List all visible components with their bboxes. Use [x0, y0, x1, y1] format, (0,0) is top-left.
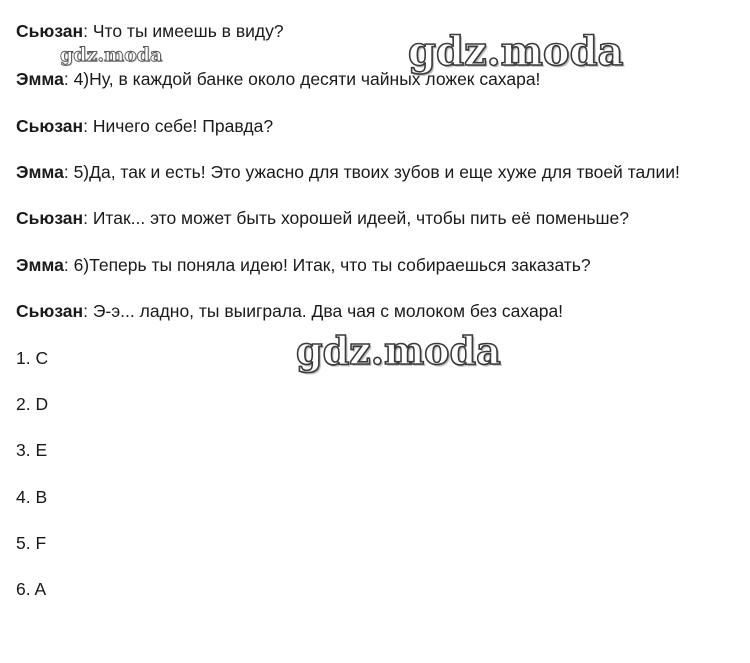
dialogue-text: : Ничего себе! Правда? — [83, 116, 274, 136]
answer-item-2: 2. D — [16, 394, 49, 414]
speaker-name: Сьюзан — [16, 116, 84, 136]
dialogue-text: : 5)Да, так и есть! Это ужасно для твоих зубов и еще хуже для твоей талии! — [63, 162, 680, 182]
dialogue-text: : 6)Теперь ты поняла идею! Итак, что ты собираешься заказать? — [63, 255, 591, 275]
dialogue-line-5 — [16, 207, 629, 229]
dialogue-text: : Э-э... ладно, ты выиграла. Два чая с молоком без сахара! — [83, 301, 564, 321]
speaker-name: Эмма — [16, 255, 64, 275]
watermark-middle: gdz.moda — [296, 328, 501, 373]
dialogue-line-4 — [16, 161, 680, 183]
dialogue-line-3 — [16, 115, 273, 137]
answer-item-1: 1. C — [16, 348, 49, 368]
speaker-name: Эмма — [16, 162, 64, 182]
speaker-name: Сьюзан — [16, 301, 84, 321]
answer-item-5: 5. F — [16, 533, 47, 553]
answer-item-6: 6. A — [16, 579, 47, 599]
dialogue-line-7 — [16, 300, 563, 322]
dialogue-line-1 — [16, 20, 284, 42]
watermark-small: gdz.moda — [60, 44, 163, 66]
dialogue-line-6 — [16, 254, 591, 276]
answer-item-3: 3. E — [16, 440, 48, 460]
dialogue-text: : Что ты имеешь в виду? — [83, 21, 284, 41]
speaker-name: Сьюзан — [16, 208, 84, 228]
watermark-top: gdz.moda — [408, 28, 624, 75]
dialogue-text: : Итак... это может быть хорошей идеей, чтобы пить её поменьше? — [83, 208, 630, 228]
answer-item-4: 4. B — [16, 487, 48, 507]
speaker-name: Эмма — [16, 69, 64, 89]
dialogue-text: : 4)Ну, в каждой банке около десяти чайных ложек сахара! — [63, 69, 541, 89]
speaker-name: Сьюзан — [16, 21, 84, 41]
